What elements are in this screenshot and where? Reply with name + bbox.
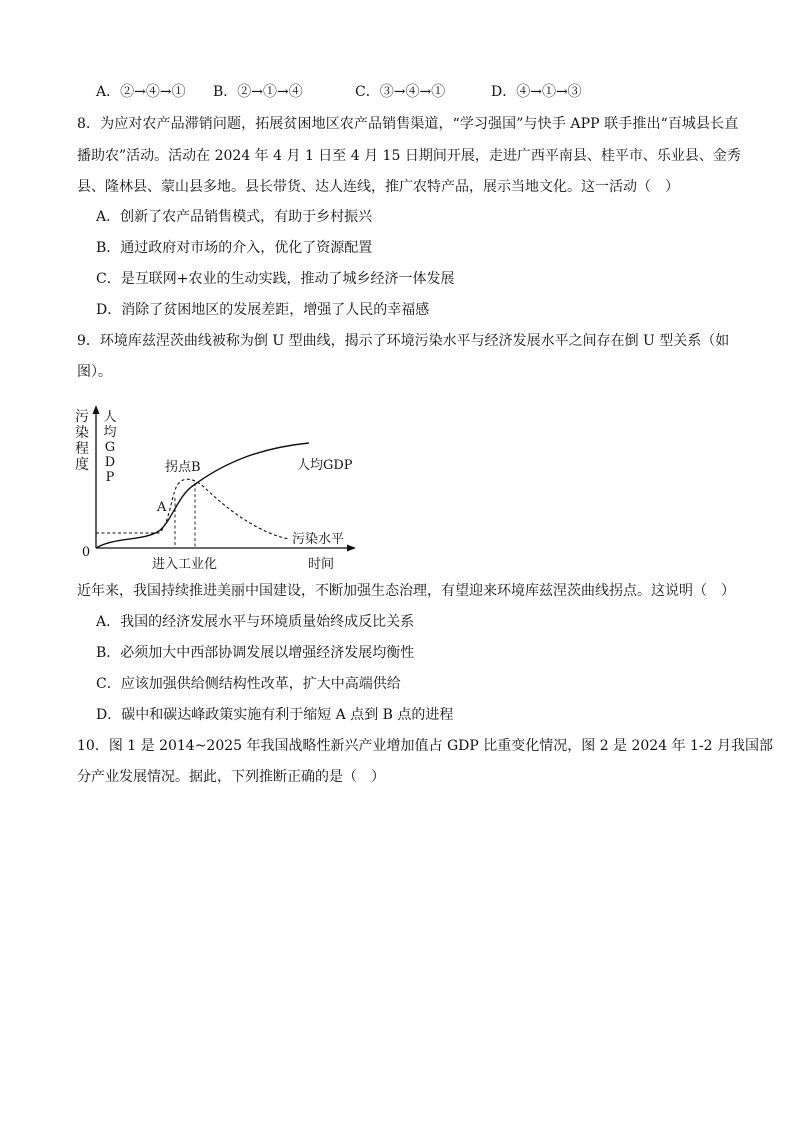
svg-text:污染程度: 污染程度 (75, 409, 89, 473)
point-b-label: 拐点B (165, 460, 201, 475)
x-axis-arrow (347, 545, 356, 552)
q7-option-c: C．③→④→① (355, 84, 446, 100)
q8-option-c: C．是互联网+农业的生动实践，推动了城乡经济一体发展 (96, 271, 455, 287)
y-axis-label-left (75, 409, 89, 473)
x-axis-label: 时间 (308, 557, 335, 572)
q8-stem-line-1: 8．为应对农产品滞销问题，拓展贫困地区农产品销售渠道，“学习强国”与快手 APP 联手推出“百城县长直 (77, 116, 739, 132)
q8-option-d: D．消除了贫困地区的发展差距，增强了人民的幸福感 (96, 302, 430, 318)
gdp-curve (96, 443, 309, 548)
y-axis-label-right (103, 410, 116, 485)
q8-option-a: A．创新了农产品销售模式，有助于乡村振兴 (96, 209, 373, 225)
q8-option-b: B．通过政府对市场的介入，优化了资源配置 (96, 240, 373, 256)
q7-option-b: B．②→①→④ (213, 84, 303, 100)
point-a-label: A (157, 500, 167, 515)
q10-stem-line-2: 分产业发展情况。据此，下列推断正确的是（ ） (77, 769, 385, 785)
q10-stem-line-1: 10．图 1 是 2014~2025 年我国战略性新兴产业增加值占 GDP 比重变化情况，图 2 是 2024 年 1-2 月我国部 (77, 738, 774, 754)
q9-stem-line-2: 图）。 (77, 364, 112, 380)
pollution-curve-label: 污染水平 (292, 532, 345, 547)
y-axis-arrow (93, 405, 100, 414)
q9-option-d: D．碳中和碳达峰政策实施有利于缩短 A 点到 B 点的进程 (96, 707, 454, 723)
q9-question-line: 近年来，我国持续推进美丽中国建设，不断加强生态治理，有望迎来环境库兹涅茨曲线拐点。这说明（ ） (77, 583, 735, 599)
kuznets-curve-figure (74, 403, 364, 573)
origin-label: 0 (81, 545, 91, 560)
svg-text:人均GDP: 人均 G D P (103, 410, 117, 485)
q7-option-d: D．④→①→③ (491, 84, 582, 100)
q9-option-a: A．我国的经济发展水平与环境质量始终成反比关系 (96, 614, 415, 630)
gdp-curve-label: 人均GDP (297, 458, 353, 473)
q8-stem-line-2: 播助农”活动。活动在 2024 年 4 月 1 日至 4 月 15 日期间开展，走进广西平南县、桂平市、乐业县、金秀 (77, 148, 741, 164)
q8-stem-line-3: 县、隆林县、蒙山县多地。县长带货、达人连线，推广农特产品，展示当地文化。这一活动（ ） (77, 179, 679, 195)
q9-option-c: C．应该加强供给侧结构性改革，扩大中高端供给 (96, 676, 401, 692)
q9-stem-line-1: 9．环境库兹涅茨曲线被称为倒 U 型曲线，揭示了环境污染水平与经济发展水平之间存在倒 U 型关系（如 (77, 333, 730, 349)
q9-option-b: B．必须加大中西部协调发展以增强经济发展均衡性 (96, 645, 415, 661)
q7-option-a: A．②→④→① (96, 84, 186, 100)
pollution-curve (96, 479, 289, 539)
industrialization-label: 进入工业化 (152, 557, 218, 572)
